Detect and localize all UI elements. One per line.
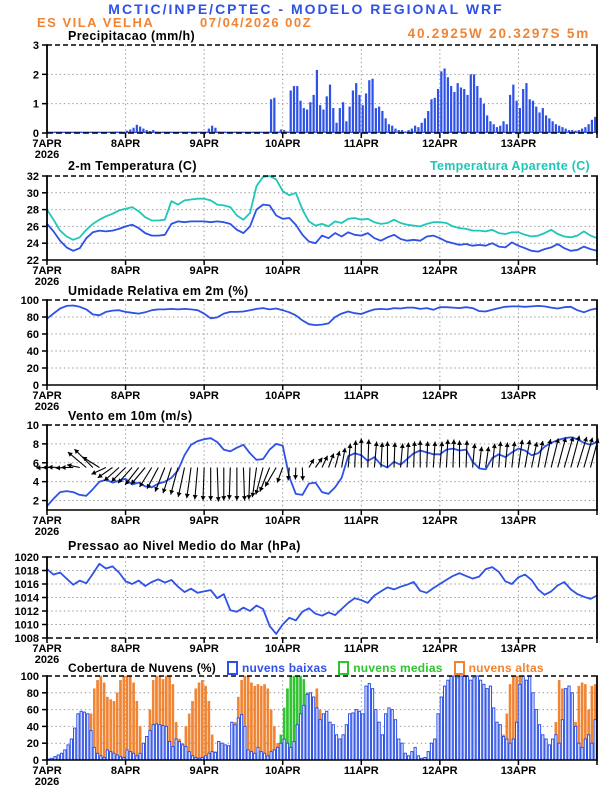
panel-title-apparent-temperature: Temperatura Aparente (C): [429, 159, 590, 173]
panel-humidity: [21, 295, 597, 413]
svg-text:2: 2: [32, 495, 39, 508]
legend-label-high-clouds: nuvens altas: [468, 661, 544, 675]
svg-text:8APR: 8APR: [110, 390, 141, 402]
temp-line: [47, 176, 597, 240]
svg-text:12APR: 12APR: [422, 765, 458, 777]
svg-text:2026: 2026: [34, 776, 60, 788]
pressure-line: [47, 564, 597, 634]
svg-text:24: 24: [26, 238, 39, 251]
svg-text:7APR: 7APR: [32, 390, 62, 402]
legend-label-low-clouds: nuvens baixas: [241, 661, 328, 675]
svg-text:13APR: 13APR: [500, 515, 537, 527]
svg-text:40: 40: [26, 721, 39, 734]
svg-text:4: 4: [32, 476, 39, 489]
panel-title-temperature: 2-m Temperatura (C): [68, 159, 197, 173]
svg-text:11APR: 11APR: [343, 643, 379, 655]
svg-text:80: 80: [26, 687, 39, 700]
wind-vectors: [36, 436, 599, 502]
svg-text:60: 60: [26, 704, 39, 717]
svg-text:13APR: 13APR: [500, 765, 537, 777]
svg-text:20: 20: [26, 363, 39, 375]
station-name: ES VILA VELHA: [37, 15, 155, 30]
svg-text:28: 28: [26, 204, 39, 217]
humidity-line: [47, 306, 597, 326]
svg-text:1012: 1012: [14, 606, 39, 618]
svg-text:9APR: 9APR: [189, 765, 219, 777]
svg-text:10APR: 10APR: [264, 515, 301, 527]
svg-text:2: 2: [32, 69, 39, 82]
svg-text:7APR: 7APR: [32, 515, 62, 527]
svg-text:1014: 1014: [14, 592, 39, 605]
svg-text:10APR: 10APR: [264, 643, 301, 655]
svg-text:40: 40: [26, 346, 39, 358]
svg-text:8APR: 8APR: [110, 138, 141, 150]
panel-clouds: [21, 671, 597, 788]
svg-text:12APR: 12APR: [422, 265, 458, 277]
svg-text:2026: 2026: [34, 149, 60, 161]
svg-text:2026: 2026: [34, 276, 60, 288]
svg-text:7APR: 7APR: [32, 765, 62, 777]
svg-text:6: 6: [32, 457, 39, 470]
svg-text:0: 0: [32, 128, 39, 140]
svg-text:0: 0: [32, 755, 39, 767]
svg-text:9APR: 9APR: [189, 643, 219, 655]
svg-text:12APR: 12APR: [422, 138, 458, 150]
svg-text:1008: 1008: [14, 633, 39, 645]
svg-text:2026: 2026: [34, 401, 60, 413]
panel-wind: [27, 420, 600, 538]
svg-text:2026: 2026: [34, 654, 60, 666]
svg-text:13APR: 13APR: [500, 265, 537, 277]
svg-text:12APR: 12APR: [422, 643, 458, 655]
panel-precip: [32, 40, 597, 161]
panel-title-humidity: Umidade Relativa em 2m (%): [68, 284, 249, 298]
svg-text:20: 20: [26, 738, 39, 751]
svg-text:9APR: 9APR: [189, 515, 219, 527]
svg-text:1018: 1018: [14, 565, 39, 578]
svg-text:11APR: 11APR: [343, 765, 379, 777]
svg-text:1016: 1016: [14, 579, 39, 591]
svg-text:3: 3: [32, 40, 39, 52]
svg-text:11APR: 11APR: [343, 138, 379, 150]
svg-text:13APR: 13APR: [500, 643, 537, 655]
svg-text:10APR: 10APR: [264, 390, 301, 402]
svg-text:1010: 1010: [14, 619, 39, 632]
svg-text:13APR: 13APR: [500, 138, 537, 150]
svg-text:1020: 1020: [14, 552, 39, 564]
svg-text:10APR: 10APR: [264, 138, 301, 150]
svg-text:11APR: 11APR: [343, 515, 379, 527]
svg-text:7APR: 7APR: [32, 138, 62, 150]
svg-text:8: 8: [32, 438, 39, 451]
svg-text:11APR: 11APR: [343, 390, 379, 402]
panel-title-wind: Vento em 10m (m/s): [68, 409, 193, 423]
svg-text:10: 10: [26, 420, 39, 432]
svg-text:1: 1: [32, 98, 39, 111]
svg-text:7APR: 7APR: [32, 265, 62, 277]
legend-label-mid-clouds: nuvens medias: [353, 661, 443, 675]
temp-line: [47, 205, 597, 252]
panel-temp: [27, 171, 597, 288]
panel-pressure: [15, 552, 597, 666]
svg-text:60: 60: [26, 329, 39, 341]
svg-text:9APR: 9APR: [189, 265, 219, 277]
panel-title-clouds: Cobertura de Nuvens (%): [68, 661, 216, 675]
svg-text:30: 30: [26, 187, 39, 200]
svg-text:100: 100: [20, 295, 39, 307]
svg-text:7APR: 7APR: [32, 643, 62, 655]
svg-text:8APR: 8APR: [110, 265, 141, 277]
precip-bars: [116, 68, 596, 133]
svg-text:2026: 2026: [34, 526, 60, 538]
svg-text:26: 26: [26, 221, 39, 234]
svg-text:9APR: 9APR: [189, 390, 219, 402]
svg-text:12APR: 12APR: [422, 515, 458, 527]
svg-text:8APR: 8APR: [110, 765, 141, 777]
svg-text:8APR: 8APR: [110, 643, 141, 655]
run-datetime: 07/04/2026 00Z: [200, 15, 313, 30]
svg-text:32: 32: [26, 171, 39, 183]
svg-text:9APR: 9APR: [189, 138, 219, 150]
svg-text:11APR: 11APR: [343, 265, 379, 277]
location-coordinates: 40.2925W 20.3297S 5m: [407, 26, 590, 41]
svg-text:12APR: 12APR: [422, 390, 458, 402]
svg-text:13APR: 13APR: [500, 390, 537, 402]
panel-title-pressure: Pressao ao Nivel Medio do Mar (hPa): [68, 539, 301, 553]
svg-text:22: 22: [26, 255, 39, 267]
svg-text:8APR: 8APR: [110, 515, 141, 527]
svg-text:80: 80: [26, 312, 39, 324]
panel-title-precipitation: Precipitacao (mm/h): [68, 29, 196, 43]
svg-text:100: 100: [20, 671, 39, 683]
svg-text:10APR: 10APR: [264, 265, 301, 277]
svg-text:10APR: 10APR: [264, 765, 301, 777]
report-title: MCTIC/INPE/CPTEC - MODELO REGIONAL WRF: [108, 1, 504, 17]
svg-text:0: 0: [32, 380, 39, 392]
